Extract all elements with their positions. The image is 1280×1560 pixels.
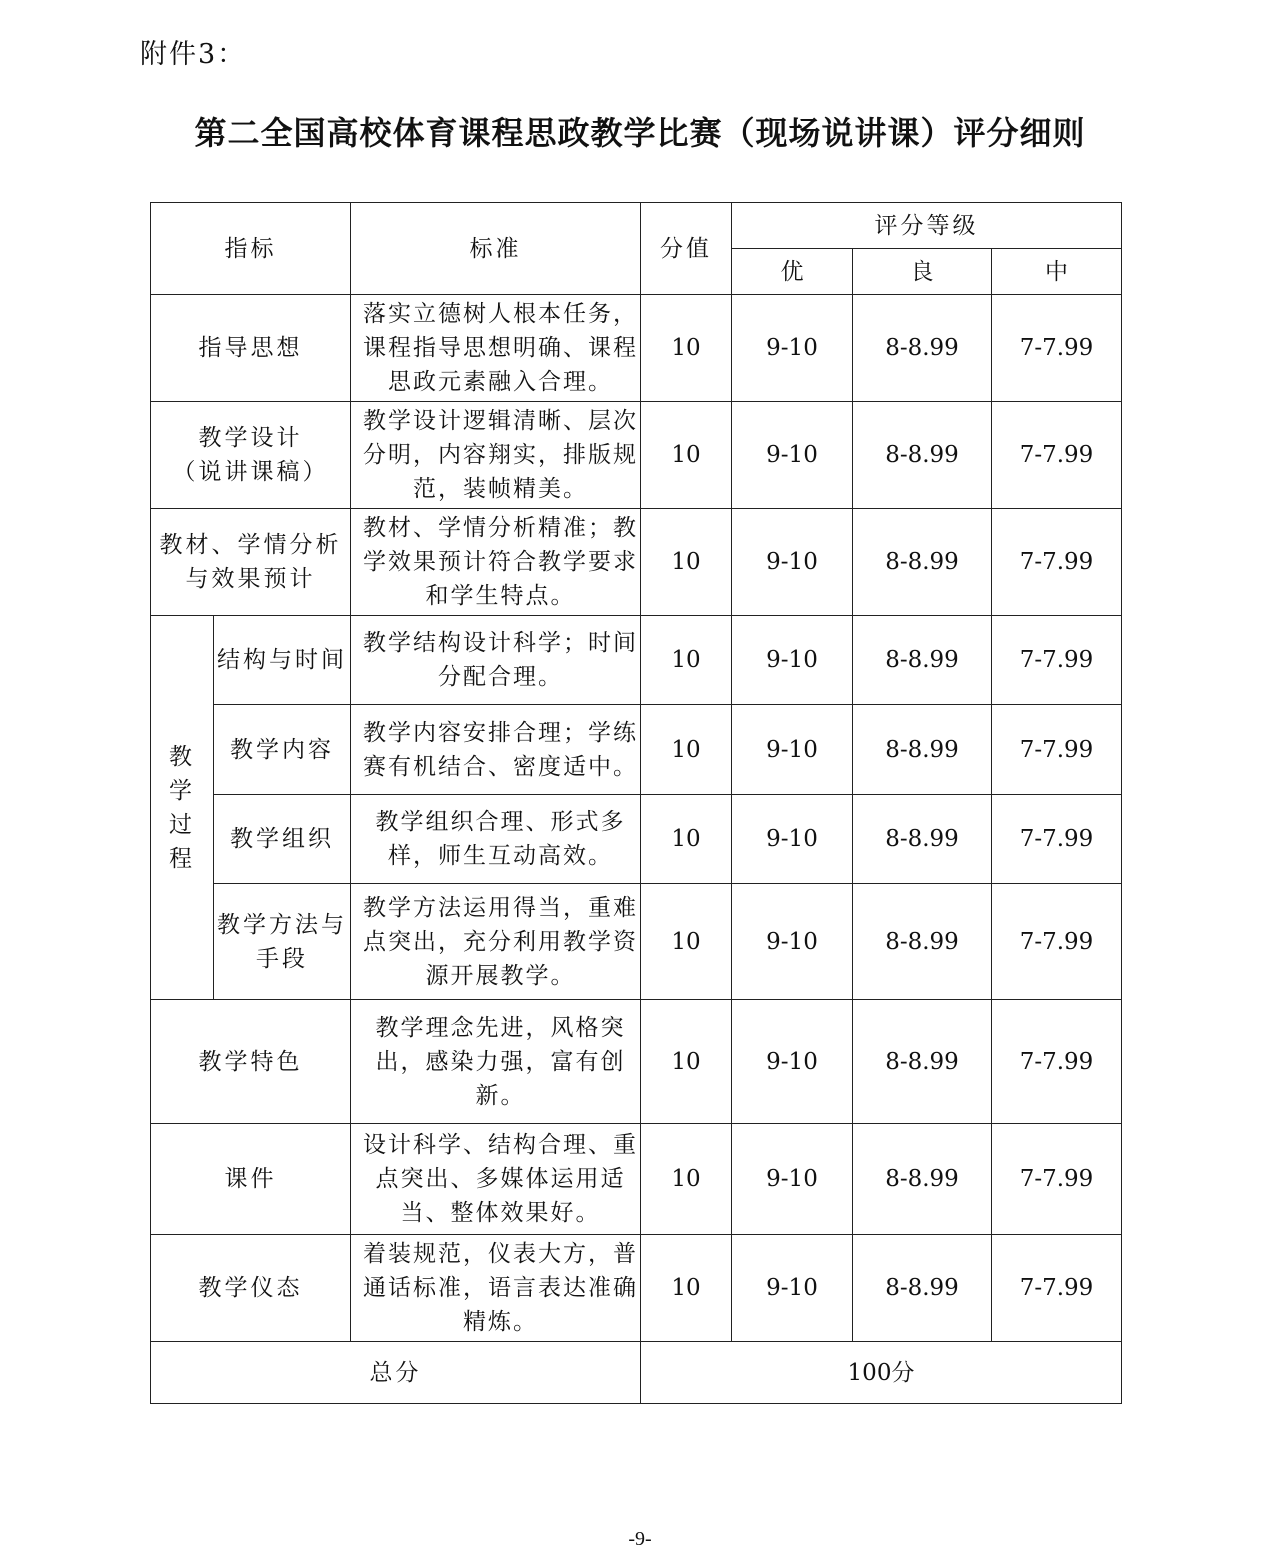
row-indicator-subtext: 与效果预计 [185, 566, 316, 592]
row-score: 10 [641, 402, 732, 509]
row-grade-excellent: 9-10 [732, 509, 853, 616]
row-indicator [214, 884, 351, 1000]
process-label-char: 教 [169, 743, 195, 770]
row-grade-medium: 7-7.99 [992, 616, 1122, 705]
row-score: 10 [641, 1124, 732, 1235]
row-grade-good: 8-8.99 [853, 795, 992, 884]
table-row [151, 705, 1122, 795]
page-number: -9- [628, 1528, 652, 1550]
row-standard: 设计科学、结构合理、重点突出、多媒体运用适当、整体效果好。 [351, 1124, 641, 1235]
scoring-table [150, 202, 1122, 1404]
row-indicator: 课件 [151, 1124, 351, 1235]
header-grade-medium: 中 [992, 249, 1122, 295]
table-row [151, 1235, 1122, 1342]
row-grade-medium: 7-7.99 [992, 1235, 1122, 1342]
row-grade-good: 8-8.99 [853, 884, 992, 1000]
table-row [151, 509, 1122, 616]
row-indicator: 教学内容 [214, 705, 351, 795]
row-grade-excellent: 9-10 [732, 1124, 853, 1235]
row-grade-medium: 7-7.99 [992, 884, 1122, 1000]
row-score: 10 [641, 1235, 732, 1342]
table-row [151, 884, 1122, 1000]
header-grade-excellent: 优 [732, 249, 853, 295]
row-score: 10 [641, 795, 732, 884]
row-standard: 教学结构设计科学；时间分配合理。 [351, 616, 641, 705]
row-grade-good: 8-8.99 [853, 705, 992, 795]
row-indicator: 教学仪态 [151, 1235, 351, 1342]
table-row [151, 295, 1122, 402]
row-grade-excellent: 9-10 [732, 295, 853, 402]
row-score: 10 [641, 295, 732, 402]
row-standard: 教学理念先进，风格突出，感染力强，富有创新。 [351, 1000, 641, 1124]
row-score: 10 [641, 616, 732, 705]
row-score: 10 [641, 509, 732, 616]
row-standard: 着装规范，仪表大方，普通话标准，语言表达准确精炼。 [351, 1235, 641, 1342]
row-indicator-subtext: 手段 [256, 945, 308, 972]
row-indicator: 教学组织 [214, 795, 351, 884]
attachment-label: 附件3： [140, 39, 247, 70]
row-grade-medium: 7-7.99 [992, 1124, 1122, 1235]
document-title: 第二全国高校体育课程思政教学比赛（现场说讲课）评分细则 [194, 114, 1086, 152]
row-grade-medium: 7-7.99 [992, 1000, 1122, 1124]
row-standard: 教学方法运用得当，重难点突出，充分利用教学资源开展教学。 [351, 884, 641, 1000]
row-indicator-text: 教学方法与 [217, 911, 347, 938]
total-value: 100分 [641, 1342, 1122, 1404]
row-grade-excellent: 9-10 [732, 402, 853, 509]
row-indicator-text: 指导思想 [198, 335, 303, 361]
process-group-label [151, 616, 214, 1000]
row-grade-excellent: 9-10 [732, 616, 853, 705]
row-standard: 教材、学情分析精准；教学效果预计符合教学要求和学生特点。 [351, 509, 641, 616]
table-row [151, 1000, 1122, 1124]
row-grade-excellent: 9-10 [732, 1235, 853, 1342]
header-standard: 标准 [351, 203, 641, 295]
row-score: 10 [641, 1000, 732, 1124]
table-row [151, 402, 1122, 509]
row-grade-medium: 7-7.99 [992, 705, 1122, 795]
row-grade-medium: 7-7.99 [992, 402, 1122, 509]
row-grade-good: 8-8.99 [853, 1124, 992, 1235]
row-indicator: 结构与时间 [214, 616, 351, 705]
header-score: 分值 [641, 203, 732, 295]
row-grade-medium: 7-7.99 [992, 295, 1122, 402]
row-standard: 落实立德树人根本任务，课程指导思想明确、课程思政元素融入合理。 [351, 295, 641, 402]
row-grade-good: 8-8.99 [853, 1235, 992, 1342]
header-grade-group: 评分等级 [732, 203, 1122, 249]
row-grade-good: 8-8.99 [853, 295, 992, 402]
row-grade-good: 8-8.99 [853, 1000, 992, 1124]
process-label-char: 过 [169, 811, 195, 838]
row-score: 10 [641, 705, 732, 795]
row-grade-excellent: 9-10 [732, 884, 853, 1000]
row-grade-medium: 7-7.99 [992, 509, 1122, 616]
row-indicator: 教学特色 [151, 1000, 351, 1124]
row-standard: 教学组织合理、形式多样，师生互动高效。 [351, 795, 641, 884]
header-indicator: 指标 [151, 203, 351, 295]
table-row [151, 1124, 1122, 1235]
total-row [151, 1342, 1122, 1404]
row-standard: 教学内容安排合理；学练赛有机结合、密度适中。 [351, 705, 641, 795]
table-row [151, 616, 1122, 705]
row-indicator-subtext: （说讲课稿） [172, 459, 329, 485]
row-grade-excellent: 9-10 [732, 1000, 853, 1124]
header-grade-good: 良 [853, 249, 992, 295]
row-score: 10 [641, 884, 732, 1000]
row-indicator-text: 教材、学情分析 [159, 532, 342, 558]
process-label-char: 学 [169, 777, 195, 804]
total-label: 总分 [151, 1342, 641, 1404]
row-indicator [151, 295, 351, 402]
row-standard: 教学设计逻辑清晰、层次分明，内容翔实，排版规范，装帧精美。 [351, 402, 641, 509]
row-grade-medium: 7-7.99 [992, 795, 1122, 884]
row-indicator [151, 509, 351, 616]
row-grade-excellent: 9-10 [732, 795, 853, 884]
row-grade-good: 8-8.99 [853, 509, 992, 616]
table-row [151, 795, 1122, 884]
row-indicator-text: 教学设计 [198, 425, 303, 451]
row-grade-good: 8-8.99 [853, 402, 992, 509]
process-label-char: 程 [169, 845, 195, 872]
row-grade-excellent: 9-10 [732, 705, 853, 795]
row-grade-good: 8-8.99 [853, 616, 992, 705]
row-indicator [151, 402, 351, 509]
